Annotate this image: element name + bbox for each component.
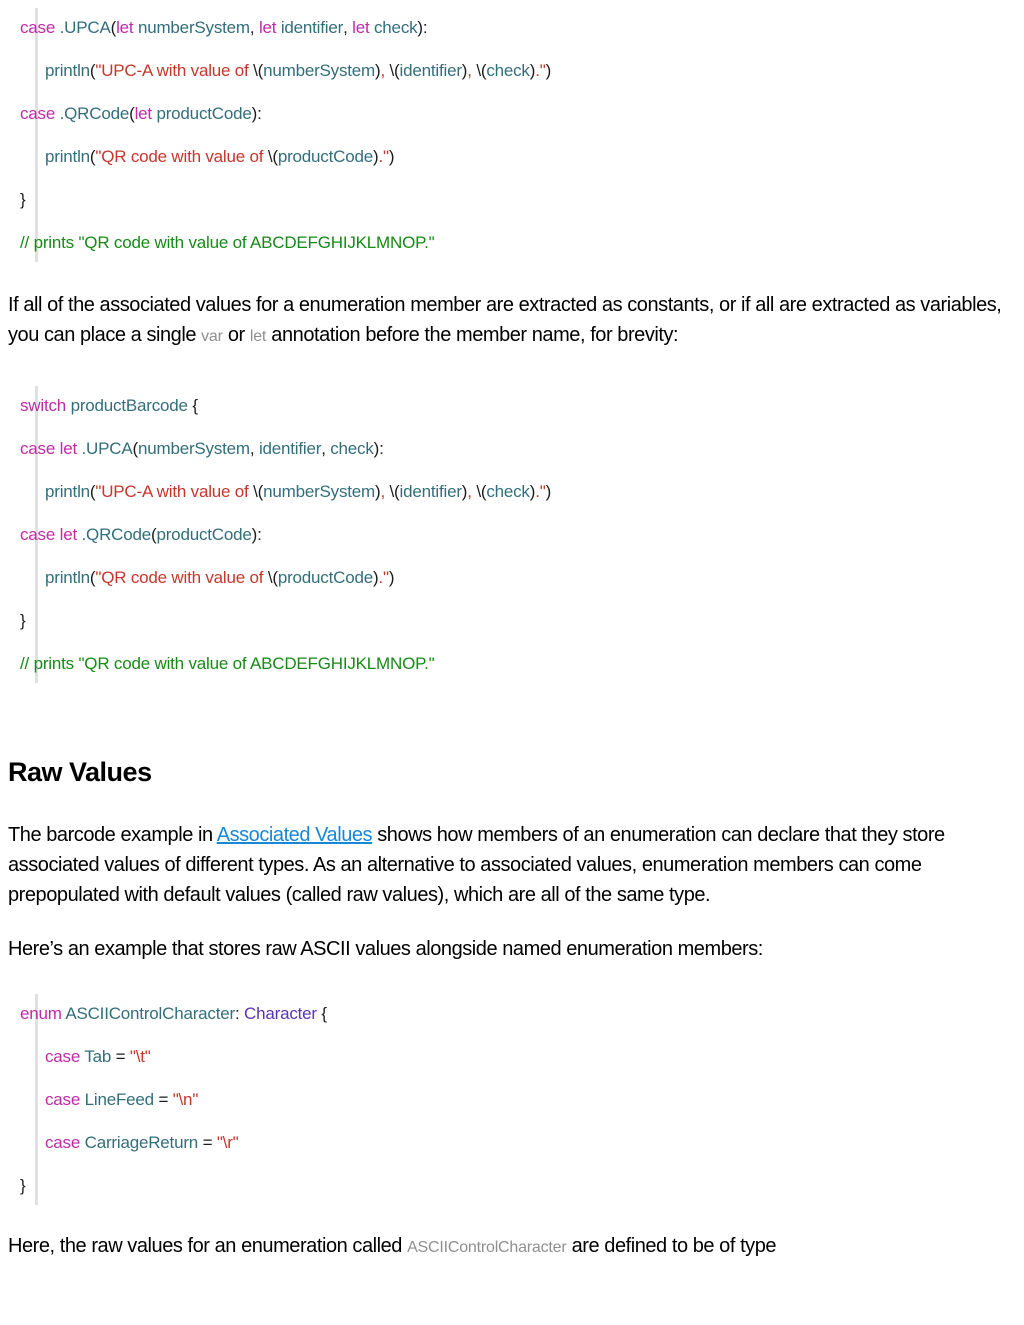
code-token: ): xyxy=(251,103,262,123)
code-token: productCode xyxy=(277,146,373,166)
code-token: ( xyxy=(129,103,135,123)
code-line xyxy=(8,221,1016,264)
code-token: , xyxy=(467,60,472,80)
code-token: productCode xyxy=(151,103,252,123)
code-token: , xyxy=(249,438,259,458)
code-token: numberSystem xyxy=(263,60,376,80)
code-token: , xyxy=(343,17,353,37)
code-line xyxy=(8,427,1016,470)
code-line xyxy=(8,470,1016,513)
code-token: identifier xyxy=(399,481,462,501)
code-token: let xyxy=(59,438,77,458)
code-token: ." xyxy=(378,567,389,587)
code-token: println xyxy=(45,60,90,80)
code-token: let xyxy=(352,17,370,37)
code-token: check xyxy=(486,60,530,80)
code-line xyxy=(8,1121,1016,1164)
code-token: .QRCode xyxy=(59,103,130,123)
code-token: ) xyxy=(461,481,468,501)
code-token: } xyxy=(20,610,26,630)
code-line xyxy=(8,513,1016,556)
code-token: ( xyxy=(89,146,96,166)
code-token: let xyxy=(134,103,152,123)
inline-code: let xyxy=(249,328,267,345)
code-token: \( xyxy=(253,60,264,80)
code-token: = xyxy=(198,1132,217,1152)
code-token: ) xyxy=(375,481,381,501)
code-token: case xyxy=(20,438,56,458)
code-token: "UPC-A with value of xyxy=(95,60,254,80)
code-token: identifier xyxy=(276,17,344,37)
code-token: "\n" xyxy=(172,1089,199,1109)
text-run: shows how members of an enumeration can declare that they store associated values of different types. As an alternative to associated values, enumeration members can come prepopulated with default values (called raw values), which are all of the same type. xyxy=(8,824,945,906)
code-token: : xyxy=(234,1003,240,1023)
code-token: ( xyxy=(132,438,138,458)
code-line xyxy=(8,178,1016,221)
code-token: "\r" xyxy=(216,1132,239,1152)
code-line xyxy=(8,642,1016,685)
code-line xyxy=(8,1164,1016,1207)
code-token: LineFeed xyxy=(80,1089,154,1109)
code-block-switch-case-let xyxy=(8,6,1016,264)
code-token: "\t" xyxy=(129,1046,151,1066)
code-token: // prints "QR code with value of ABCDEFGHIJKLMNOP." xyxy=(20,232,435,252)
code-token: productBarcode xyxy=(66,395,188,415)
code-token: check xyxy=(369,17,418,37)
code-line xyxy=(8,135,1016,178)
code-token: { xyxy=(316,1003,327,1023)
code-token: ( xyxy=(110,17,117,37)
code-token: productCode xyxy=(156,524,252,544)
code-token: case xyxy=(45,1132,81,1152)
code-token: = xyxy=(153,1089,173,1109)
code-token: productCode xyxy=(277,567,373,587)
code-token: "QR code with value of xyxy=(95,146,268,166)
code-token: } xyxy=(20,189,26,209)
code-token: ) xyxy=(545,60,552,80)
code-token: , xyxy=(321,438,331,458)
code-token: ( xyxy=(151,524,157,544)
code-token: case xyxy=(45,1089,81,1109)
code-token: identifier xyxy=(399,60,462,80)
code-token: check xyxy=(330,438,374,458)
code-token: check xyxy=(486,481,530,501)
code-token: ) xyxy=(372,567,379,587)
code-token: .QRCode xyxy=(81,524,151,544)
code-token: let xyxy=(116,17,134,37)
code-token: \( xyxy=(385,481,400,501)
code-token: \( xyxy=(267,567,278,587)
code-line xyxy=(8,599,1016,642)
inline-code: var xyxy=(201,328,223,345)
code-token: numberSystem xyxy=(133,17,250,37)
code-token: numberSystem xyxy=(137,438,250,458)
code-line xyxy=(8,384,1016,427)
code-token: \( xyxy=(253,481,264,501)
code-token: \( xyxy=(471,481,487,501)
code-token: ): xyxy=(373,438,384,458)
code-token: case xyxy=(45,1046,81,1066)
code-token: "QR code with value of xyxy=(95,567,268,587)
code-token: } xyxy=(20,1175,26,1195)
code-token: , xyxy=(380,481,386,501)
code-token: // prints "QR code with value of ABCDEFGHIJKLMNOP." xyxy=(20,653,435,673)
paragraph-var-let-annotation xyxy=(8,290,1016,352)
code-token: ): xyxy=(251,524,262,544)
code-token: println xyxy=(45,481,90,501)
code-token: Tab xyxy=(80,1046,112,1066)
code-token: ) xyxy=(388,146,395,166)
section-heading-raw-values: Raw Values xyxy=(8,757,152,787)
text-run: The barcode example in xyxy=(8,824,217,846)
code-line xyxy=(8,1078,1016,1121)
code-token: , xyxy=(467,481,472,501)
text-run: are defined to be of type xyxy=(566,1235,777,1257)
associated-values-link[interactable]: Associated Values xyxy=(216,824,373,846)
code-token: Character xyxy=(239,1003,317,1023)
code-token: ( xyxy=(89,567,96,587)
code-token: ) xyxy=(545,481,552,501)
code-line xyxy=(8,92,1016,135)
code-line xyxy=(8,556,1016,599)
code-token: println xyxy=(45,567,90,587)
paragraph-ascii-example-intro xyxy=(8,934,1016,964)
code-token: \( xyxy=(471,60,487,80)
code-token: , xyxy=(380,60,386,80)
code-token: ) xyxy=(461,60,468,80)
code-token: , xyxy=(249,17,259,37)
code-token: { xyxy=(187,395,198,415)
code-token: ) xyxy=(375,60,381,80)
code-token: case xyxy=(20,103,56,123)
text-run: or xyxy=(222,324,250,346)
code-token: ( xyxy=(89,60,96,80)
code-block-switch-single-let xyxy=(8,384,1016,685)
code-line xyxy=(8,49,1016,92)
code-line xyxy=(8,992,1016,1035)
code-token: \( xyxy=(385,60,400,80)
code-token: ) xyxy=(529,60,536,80)
code-token: let xyxy=(258,17,277,37)
text-run: If all of the associated values for a enumeration member are extracted as constants, or if all are extracted as variables, you can place a single xyxy=(8,294,1002,346)
inline-code: ASCIIControlCharacter xyxy=(407,1239,567,1256)
code-token: ) xyxy=(388,567,395,587)
code-token: ." xyxy=(378,146,389,166)
code-token: let xyxy=(59,524,77,544)
code-token: case xyxy=(20,524,56,544)
text-run: annotation before the member name, for brevity: xyxy=(266,324,679,346)
code-token: ): xyxy=(417,17,428,37)
code-token: numberSystem xyxy=(263,481,376,501)
code-block-ascii-enum xyxy=(8,992,1016,1207)
code-token: CarriageReturn xyxy=(80,1132,199,1152)
text-run: Here’s an example that stores raw ASCII values alongside named enumeration members: xyxy=(8,938,763,960)
paragraph-ascii-raw-values xyxy=(8,1231,1016,1263)
code-token: ) xyxy=(529,481,536,501)
code-token: ) xyxy=(372,146,379,166)
code-token: = xyxy=(111,1046,130,1066)
paragraph-raw-values-intro xyxy=(8,820,1016,910)
code-token: "UPC-A with value of xyxy=(95,481,254,501)
code-token: case xyxy=(20,17,56,37)
code-token: .UPCA xyxy=(59,17,111,37)
code-token: identifier xyxy=(258,438,322,458)
code-line xyxy=(8,1035,1016,1078)
code-token: ASCIIControlCharacter xyxy=(61,1003,235,1023)
code-token: switch xyxy=(20,395,67,415)
code-token: enum xyxy=(20,1003,62,1023)
code-token: ." xyxy=(535,481,546,501)
code-line xyxy=(8,6,1016,49)
code-token: println xyxy=(45,146,90,166)
code-token: \( xyxy=(267,146,278,166)
code-token: ( xyxy=(89,481,96,501)
text-run: Here, the raw values for an enumeration called xyxy=(8,1235,408,1257)
code-token: .UPCA xyxy=(81,438,133,458)
code-token: ." xyxy=(535,60,546,80)
